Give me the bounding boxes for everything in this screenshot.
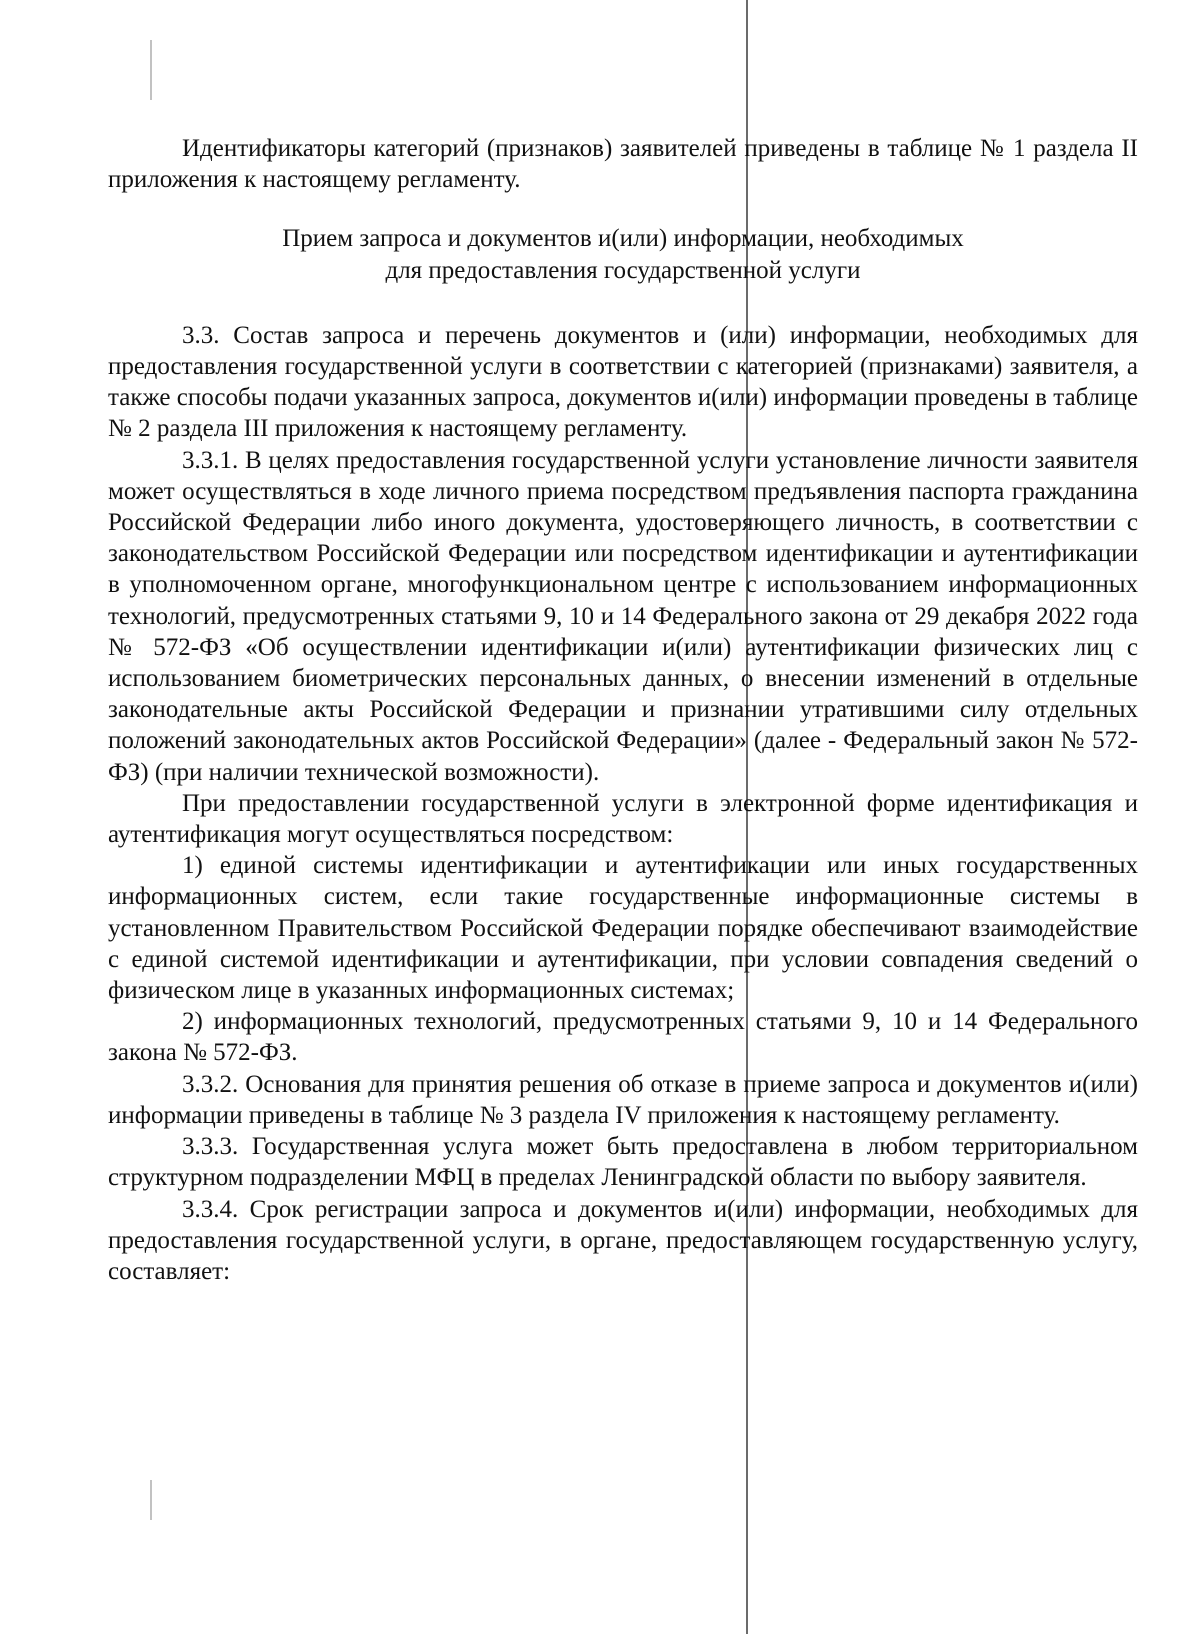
paragraph-3-3-3: 3.3.3. Государственная услуга может быть предоставлена в любом территориальном структурном подразделении МФЦ в пределах Ленинградской области по выбору заявителя. <box>108 1133 1138 1192</box>
document-body <box>108 133 1138 1287</box>
paragraph-electronic-form: При предоставлении государственной услуги в электронной форме идентификация и аутентификация могут осуществляться посредством: <box>108 789 1138 849</box>
section-heading-line: Прием запроса и документов и(или) информации, необходимых <box>282 225 964 253</box>
paragraph-3-3: 3.3. Состав запроса и перечень документов и (или) информации, необходимых для предоставления государственной услуги в соответствии с категорией (признаками) заявителя, а также способы подачи указанных запроса, документов и(или) информации проведены в таблице № 2 раздела III приложения к настоящему регламенту. <box>108 321 1138 443</box>
scan-margin-mark <box>150 40 152 100</box>
scan-margin-mark <box>150 1480 152 1520</box>
section-heading-line: для предоставления государственной услуги <box>385 256 861 284</box>
intro-paragraph: Идентификаторы категорий (признаков) заявителей приведены в таблице № 1 раздела II приложения к настоящему регламенту. <box>108 135 1138 194</box>
paragraph-3-3-4: 3.3.4. Срок регистрации запроса и документов и(или) информации, необходимых для предоставления государственной услуги, в органе, предоставляющем государственную услугу, составляет: <box>108 1195 1138 1285</box>
section-heading <box>108 223 1138 285</box>
paragraph-3-3-1: 3.3.1. В целях предоставления государственной услуги установление личности заявителя может осуществляться в ходе личного приема посредством предъявления паспорта гражданина Российской Федерации либо иного документа, удостоверяющего личность, в соответствии с законодательством Российской Федерации или посредством идентификации и аутентификации в уполномоченном органе, многофункциональном центре с использованием информационных технологий, предусмотренных статьями 9, 10 и 14 Федерального закона от 29 декабря 2022 года № 572-ФЗ «Об осуществлении идентификации и(или) аутентификации физических лиц с использованием биометрических персональных данных, о внесении изменений в отдельные законодательные акты Российской Федерации и признании утратившими силу отдельных положений законодательных актов Российской Федерации» (далее - Федеральный закон № 572-ФЗ) (при наличии технической возможности). <box>108 446 1138 786</box>
paragraph-3-3-2: 3.3.2. Основания для принятия решения об отказе в приеме запроса и документов и(или) информации приведены в таблице № 3 раздела IV приложения к настоящему регламенту. <box>108 1070 1138 1129</box>
list-item-1: 1) единой системы идентификации и аутентификации или иных государственных информационных систем, если такие государственные информационные системы в установленном Правительством Российской Федерации порядке обеспечивают взаимодействие с единой системой идентификации и аутентификации, при условии совпадения сведений о физическом лице в указанных информационных системах; <box>108 852 1138 1005</box>
list-item-2: 2) информационных технологий, предусмотренных статьями 9, 10 и 14 Федерального закона № 572-ФЗ. <box>108 1008 1138 1067</box>
